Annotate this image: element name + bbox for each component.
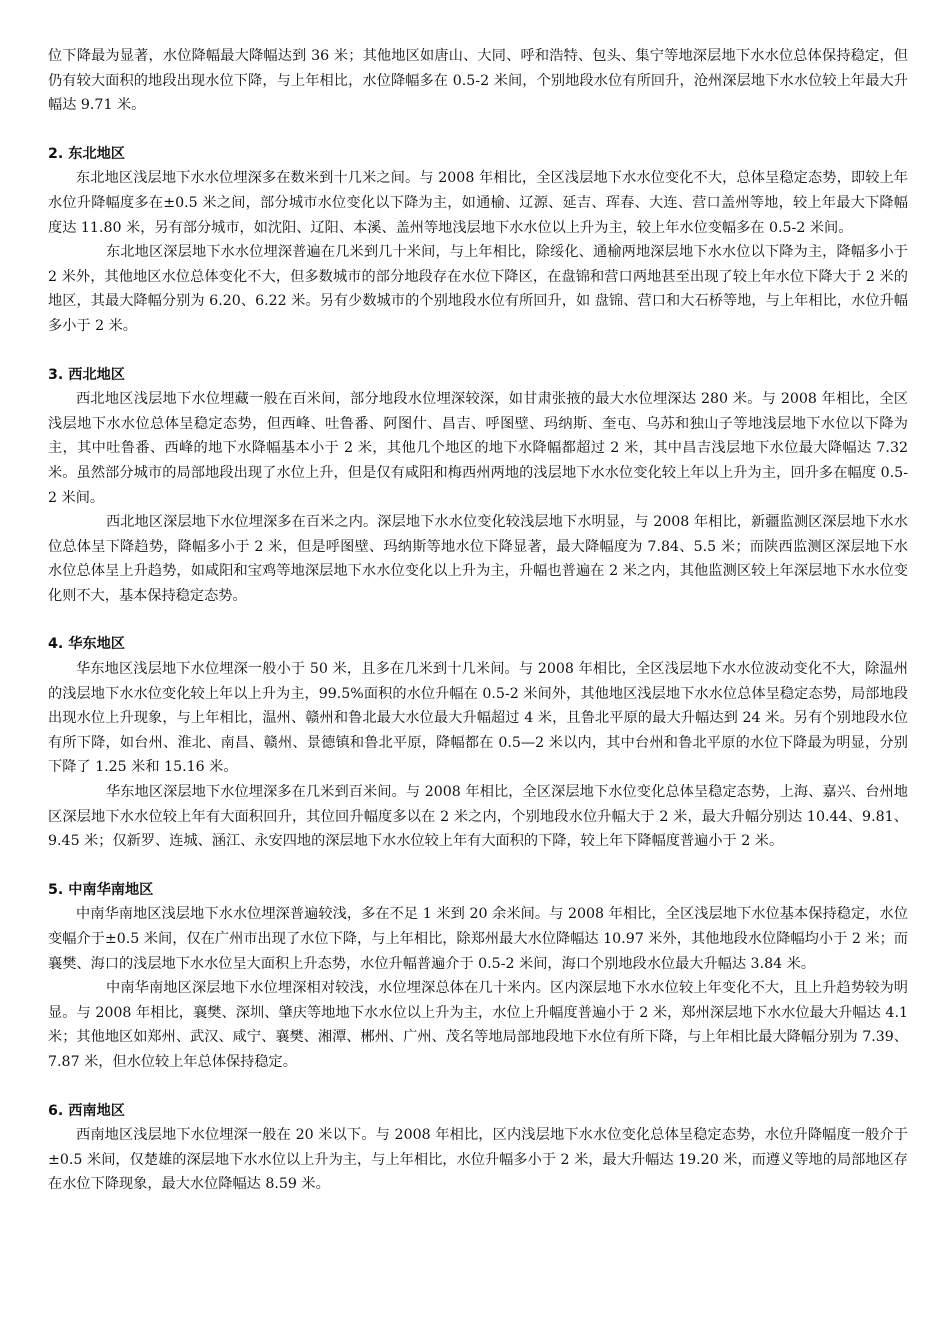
paragraph-shallow: 中南华南地区浅层地下水水位埋深普遍较浅，多在不足 1 米到 20 余米间。与 2008 年相比，全区浅层地下水位基本保持稳定，水位变幅介于±0.5 米间，仅在广州市出现了水位下降，与上年相比，除郑州最大水位降幅达 10.97 米外，其他地段水位降幅均小于 2 米；而襄樊、海口的浅层地下水水位呈大面积上升态势，水位升幅普遍介于 0.5-2 米间，海口个别地段水位最大升幅达 3.84 米。 [48,906,908,972]
paragraph-deep: 东北地区深层地下水水位埋深普遍在几米到几十米间，与上年相比，除绥化、通榆两地深层地下水水位以下降为主，降幅多小于 2 米外，其他地区水位总体变化不大，但多数城市的部分地段存在水位下降区，在盘锦和营口两地甚至出现了较上年水位下降大于 2 米的地区，其最大降幅分别为 6.20、6.22 米。另有少数城市的个别地段水位有所回升，如 盘锦、营口和大石桥等地，与上年相比，水位升幅多小于 2 米。 [48,244,908,334]
paragraph-shallow: 西南地区浅层地下水位埋深一般在 20 米以下。与 2008 年相比，区内浅层地下水水位变化总体呈稳定态势，水位升降幅度一般介于±0.5 米间，仅楚雄的深层地下水水位以上升为主，与上年相比，水位升幅多小于 2 米，最大升幅达 19.20 米，而遵义等地的局部地区存在水位下降现象，最大水位降幅达 8.59 米。 [48,1127,908,1193]
section-heading: 3. 西北地区 [48,366,125,383]
section-central-south-china [48,878,908,1075]
paragraph-shallow: 东北地区浅层地下水水位埋深多在数米到十几米之间。与 2008 年相比，全区浅层地下水水位变化不大，总体呈稳定态势，即较上年水位升降幅度多在±0.5 米之间，部分城市水位变化以下降为主，如通榆、辽源、延吉、珲春、大连、营口盖州等地，较上年最大下降幅度达 11.80 米，另有部分城市，如沈阳、辽阳、本溪、盖州等地浅层地下水水位以上升为主，较上年水位变幅多在 0.5-2 米间。 [48,170,908,236]
section-heading: 4. 华东地区 [48,636,125,653]
section-northeast [48,142,908,339]
paragraph-deep: 华东地区深层地下水位埋深多在几米到百米间。与 2008 年相比，全区深层地下水位变化总体呈稳定态势，上海、嘉兴、台州地区深层地下水水位较上年有大面积回升，其位回升幅度多以在 2 米之内，个别地段水位升幅大于 2 米，最大升幅分别达 10.44、9.81、9.45 米；仅新罗、连城、涵江、永安四地的深层地下水水位较上年有大面积的下降，较上年下降幅度普遍小于 2 米。 [48,784,908,850]
section-heading: 5. 中南华南地区 [48,881,154,898]
section-east-china [48,632,908,853]
section-heading: 6. 西南地区 [48,1102,125,1119]
section-southwest [48,1099,908,1197]
section-heading: 2. 东北地区 [48,145,125,162]
paragraph-shallow: 西北地区浅层地下水位埋藏一般在百米间，部分地段水位埋深较深，如甘肃张掖的最大水位埋深达 280 米。与 2008 年相比，全区浅层地下水水位总体呈稳定态势，但西峰、吐鲁番、阿图什、昌吉、呼图壁、玛纳斯、奎屯、乌苏和独山子等地浅层地下水位以下降为主，其中吐鲁番、西峰的地下水降幅基本小于 2 米，其他几个地区的地下水降幅都超过 2 米，其中昌吉浅层地下水位最大降幅达 7.32 米。虽然部分城市的局部地段出现了水位上升，但是仅有咸阳和梅西州两地的浅层地下水水位变化较上年以上升为主，回升多在幅度 0.5-2 米间。 [48,391,908,506]
section-northwest [48,363,908,609]
paragraph-deep: 中南华南地区深层地下水位埋深相对较浅，水位埋深总体在几十米内。区内深层地下水水位较上年变化不大，且上升趋势较为明显。与 2008 年相比，襄樊、深圳、肇庆等地地下水水位以上升为主，水位上升幅度普遍小于 2 米，郑州深层地下水水位最大升幅达 4.1 米；其他地区如郑州、武汉、咸宁、襄樊、湘潭、郴州、广州、茂名等地局部地段地下水位有所下降，与上年相比最大降幅分别为 7.39、7.87 米，但水位较上年总体保持稳定。 [48,980,908,1070]
intro-paragraph: 位下降最为显著，水位降幅最大降幅达到 36 米；其他地区如唐山、大同、呼和浩特、包头、集宁等地深层地下水水位总体保持稳定，但仍有较大面积的地段出现水位下降，与上年相比，水位降幅多在 0.5-2 米间，个别地段水位有所回升，沧州深层地下水水位较上年最大升幅达 9.71 米。 [48,48,908,114]
paragraph-deep: 西北地区深层地下水位埋深多在百米之内。深层地下水水位变化较浅层地下水明显，与 2008 年相比，新疆监测区深层地下水水位总体呈下降趋势，降幅多小于 2 米，但是呼图壁、玛纳斯等地水位下降显著，最大降幅度为 7.84、5.5 米；而陕西监测区深层地下水水位总体呈上升趋势，如咸阳和宝鸡等地深层地下水水位变化以上升为主，升幅也普遍在 2 米之内，其他监测区较上年深层地下水水位变化则不大，基本保持稳定态势。 [48,514,908,604]
paragraph-shallow: 华东地区浅层地下水位埋深一般小于 50 米，且多在几米到十几米间。与 2008 年相比，全区浅层地下水水位波动变化不大，除温州的浅层地下水水位变化较上年以上升为主，99.5%面积的水位升幅在 0.5-2 米间外，其他地区浅层地下水水位总体呈稳定态势，局部地段出现水位上升现象，与上年相比，温州、赣州和鲁北最大水位最大升幅超过 4 米，且鲁北平原的最大升幅达到 24 米。另有个别地段水位有所下降，如台州、淮北、南昌、赣州、景德镇和鲁北平原，降幅都在 0.5—2 米以内，其中台州和鲁北平原的水位下降最为明显，分别下降了 1.25 米和 15.16 米。 [48,661,908,776]
document-page [48,44,908,1197]
